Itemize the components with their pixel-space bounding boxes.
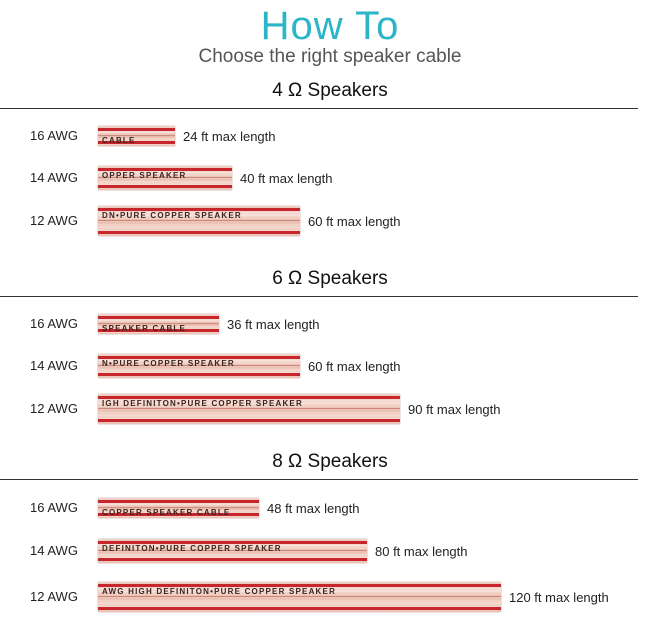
- speaker-cable: [98, 206, 300, 236]
- cable-center-line: [98, 408, 400, 409]
- cable-print-text: COPPER SPEAKER CABLE: [102, 508, 231, 517]
- awg-label: 12 AWG: [30, 401, 78, 416]
- cable-print-text: DN•PURE COPPER SPEAKER: [102, 211, 242, 220]
- cable-center-line: [98, 596, 501, 597]
- cable-print-text: AWG HIGH DEFINITON•PURE COPPER SPEAKER: [102, 587, 337, 596]
- cable-print-text: DEFINITON•PURE COPPER SPEAKER: [102, 544, 282, 553]
- speaker-cable: [98, 582, 501, 612]
- speaker-cable: [98, 539, 367, 563]
- cable-stripe-bottom: [98, 558, 367, 561]
- speaker-cable: [98, 126, 175, 146]
- awg-label: 14 AWG: [30, 543, 78, 558]
- cable-stripe-bottom: [98, 607, 501, 610]
- max-length-label: 80 ft max length: [375, 544, 468, 559]
- max-length-label: 36 ft max length: [227, 317, 320, 332]
- awg-label: 14 AWG: [30, 358, 78, 373]
- cable-print-text: IGH DEFINITON•PURE COPPER SPEAKER: [102, 399, 303, 408]
- section-title: 4 Ω Speakers: [272, 80, 388, 101]
- max-length-label: 48 ft max length: [267, 501, 360, 516]
- section-title: 6 Ω Speakers: [272, 268, 388, 289]
- page-title: How To: [260, 4, 400, 48]
- max-length-label: 90 ft max length: [408, 402, 501, 417]
- max-length-label: 24 ft max length: [183, 129, 276, 144]
- speaker-cable: [98, 166, 232, 190]
- cable-stripe-bottom: [98, 373, 300, 376]
- awg-label: 14 AWG: [30, 170, 78, 185]
- awg-label: 16 AWG: [30, 500, 78, 515]
- cable-stripe-bottom: [98, 419, 400, 422]
- section-divider: [0, 108, 638, 109]
- section-divider: [0, 296, 638, 297]
- cable-print-text: OPPER SPEAKER: [102, 171, 187, 180]
- cable-print-text: SPEAKER CABLE: [102, 324, 187, 333]
- cable-stripe-bottom: [98, 231, 300, 234]
- max-length-label: 120 ft max length: [509, 590, 609, 605]
- speaker-cable: [98, 314, 219, 334]
- awg-label: 16 AWG: [30, 128, 78, 143]
- awg-label: 12 AWG: [30, 213, 78, 228]
- cable-stripe-top: [98, 128, 175, 131]
- section-divider: [0, 479, 638, 480]
- speaker-cable: [98, 394, 400, 424]
- max-length-label: 60 ft max length: [308, 214, 401, 229]
- cable-stripe-bottom: [98, 185, 232, 188]
- cable-stripe-top: [98, 500, 259, 503]
- cable-print-text: CABLE: [102, 136, 136, 145]
- awg-label: 12 AWG: [30, 589, 78, 604]
- max-length-label: 40 ft max length: [240, 171, 333, 186]
- cable-center-line: [98, 220, 300, 221]
- cable-stripe-top: [98, 316, 219, 319]
- page-subtitle: Choose the right speaker cable: [198, 46, 462, 67]
- awg-label: 16 AWG: [30, 316, 78, 331]
- speaker-cable: [98, 498, 259, 518]
- max-length-label: 60 ft max length: [308, 359, 401, 374]
- speaker-cable: [98, 354, 300, 378]
- cable-print-text: N•PURE COPPER SPEAKER: [102, 359, 235, 368]
- section-title: 8 Ω Speakers: [272, 451, 388, 472]
